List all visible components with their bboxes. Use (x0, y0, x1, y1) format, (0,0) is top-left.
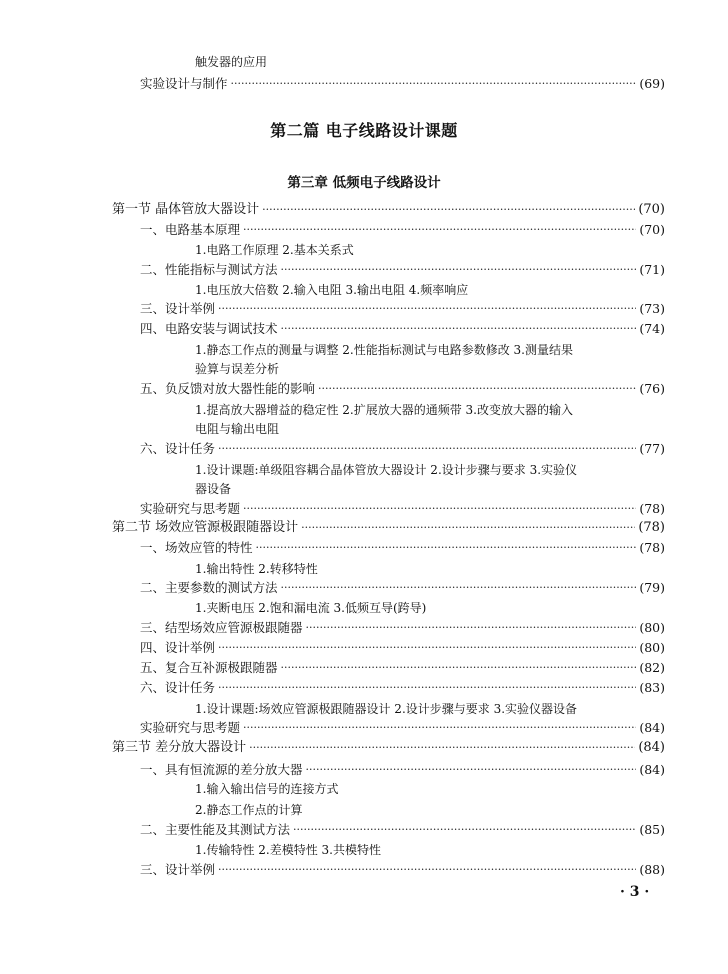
toc-subitems: 1.输入输出信号的连接方式 (195, 782, 339, 796)
page-number: · 3 · (620, 884, 650, 900)
toc-entry-title: 三、设计举例 (140, 862, 216, 877)
leader-dots (306, 760, 637, 780)
toc-entry[interactable] (140, 319, 665, 339)
leader-dots (306, 618, 637, 638)
leader-dots (243, 220, 636, 240)
toc-entry-page: (80) (639, 620, 665, 635)
leader-dots (293, 820, 636, 840)
toc-subitems: 1.静态工作点的测量与调整 2.性能指标测试与电路参数修改 3.测量结果 (195, 343, 573, 357)
toc-entry[interactable] (140, 860, 665, 880)
toc-entry-page: (74) (639, 321, 665, 336)
toc-entry-page: (88) (639, 862, 665, 877)
toc-entry-title: 第一节 晶体管放大器设计 (112, 202, 260, 217)
toc-entry-page: (78) (639, 540, 665, 555)
toc-entry[interactable] (140, 578, 665, 598)
leader-dots (218, 678, 636, 698)
toc-entry-title: 二、主要性能及其测试方法 (140, 822, 291, 837)
toc-subitems: 1.设计课题:单级阻容耦合晶体管放大器设计 2.设计步骤与要求 3.实验仪 (195, 463, 578, 477)
toc-section-3[interactable] (112, 738, 665, 758)
toc-entry-title: 一、具有恒流源的差分放大器 (140, 762, 303, 777)
toc-entry[interactable] (140, 220, 665, 240)
toc-entry-page: (84) (639, 720, 665, 735)
leader-dots (301, 518, 635, 538)
toc-entry-title: 五、负反馈对放大器性能的影响 (140, 381, 316, 396)
chapter-title: 第三章 低频电子线路设计 (287, 175, 441, 191)
toc-entry-page: (79) (639, 580, 665, 595)
toc-entry-title: 实验设计与制作 (140, 76, 228, 91)
toc-entry-title: 三、结型场效应管源极跟随器 (140, 620, 303, 635)
toc-section-2[interactable] (112, 518, 665, 538)
toc-entry[interactable] (140, 379, 665, 399)
toc-entry-exp-design[interactable] (140, 74, 665, 94)
toc-entry[interactable] (140, 760, 665, 780)
leader-dots (218, 299, 636, 319)
toc-subitems: 1.电压放大倍数 2.输入电阻 3.输出电阻 4.频率响应 (195, 283, 469, 297)
leader-dots (231, 74, 637, 94)
toc-entry-title: 一、场效应管的特性 (140, 540, 253, 555)
toc-entry[interactable] (140, 658, 665, 678)
toc-entry[interactable] (140, 618, 665, 638)
leader-dots (281, 260, 637, 280)
leader-dots (318, 379, 636, 399)
leader-dots (249, 738, 635, 758)
leader-dots (256, 538, 637, 558)
leader-dots (218, 439, 636, 459)
toc-subitems: 1.提高放大器增益的稳定性 2.扩展放大器的通频带 3.改变放大器的输入 (195, 403, 573, 417)
toc-subitems: 电阻与输出电阻 (195, 422, 280, 436)
toc-entry[interactable] (140, 638, 665, 658)
toc-subitems: 器设备 (195, 482, 232, 496)
toc-subitems: 1.设计课题:场效应管源极跟随器设计 2.设计步骤与要求 3.实验仪器设备 (195, 702, 578, 716)
toc-entry-page: (70) (638, 202, 665, 217)
toc-entry-title: 四、设计举例 (140, 640, 216, 655)
toc-entry-title: 四、电路安装与调试技术 (140, 321, 278, 336)
toc-subitems: 触发器的应用 (195, 55, 268, 69)
leader-dots (262, 200, 635, 220)
toc-entry-title: 实验研究与思考题 (140, 501, 241, 516)
toc-entry-title: 二、性能指标与测试方法 (140, 262, 278, 277)
toc-entry-page: (71) (639, 262, 665, 277)
leader-dots (281, 319, 637, 339)
leader-dots (218, 638, 636, 658)
toc-entry-title: 六、设计任务 (140, 680, 216, 695)
leader-dots (243, 718, 636, 738)
toc-subitems: 1.夹断电压 2.饱和漏电流 3.低频互导(跨导) (195, 601, 427, 615)
toc-subitems: 1.传输特性 2.差模特性 3.共模特性 (195, 843, 381, 857)
toc-entry-page: (82) (639, 660, 665, 675)
toc-entry[interactable] (140, 499, 665, 519)
toc-entry[interactable] (140, 439, 665, 459)
toc-subitems: 1.电路工作原理 2.基本关系式 (195, 243, 354, 257)
toc-entry-title: 六、设计任务 (140, 441, 216, 456)
part-title: 第二篇 电子线路设计课题 (270, 121, 458, 140)
toc-subitems: 验算与误差分析 (195, 362, 280, 376)
toc-entry[interactable] (140, 820, 665, 840)
toc-entry-page: (78) (638, 520, 665, 535)
toc-entry-page: (85) (639, 822, 665, 837)
leader-dots (281, 578, 637, 598)
toc-entry-page: (76) (639, 381, 665, 396)
toc-entry[interactable] (140, 718, 665, 738)
leader-dots (243, 499, 636, 519)
toc-entry-page: (78) (639, 501, 665, 516)
toc-entry[interactable] (140, 678, 665, 698)
toc-entry-title: 一、电路基本原理 (140, 222, 241, 237)
toc-entry-page: (77) (639, 441, 665, 456)
leader-dots (218, 860, 636, 880)
toc-entry-page: (73) (639, 301, 665, 316)
toc-entry-title: 三、设计举例 (140, 301, 216, 316)
toc-entry-title: 二、主要参数的测试方法 (140, 580, 278, 595)
toc-entry-page: (84) (638, 740, 665, 755)
toc-entry-title: 第二节 场效应管源极跟随器设计 (112, 520, 299, 535)
toc-subitems: 2.静态工作点的计算 (195, 803, 303, 817)
toc-entry-page: (84) (639, 762, 665, 777)
toc-entry-title: 实验研究与思考题 (140, 720, 241, 735)
toc-entry-title: 五、复合互补源极跟随器 (140, 660, 278, 675)
toc-entry-page: (70) (639, 222, 665, 237)
toc-entry-page: (69) (639, 76, 665, 91)
toc-entry-page: (80) (639, 640, 665, 655)
toc-entry-page: (83) (639, 680, 665, 695)
toc-subitems: 1.输出特性 2.转移特性 (195, 562, 318, 576)
toc-entry[interactable] (140, 299, 665, 319)
leader-dots (281, 658, 637, 678)
toc-entry[interactable] (140, 538, 665, 558)
toc-entry-title: 第三节 差分放大器设计 (112, 740, 247, 755)
toc-section-1[interactable] (112, 200, 665, 220)
toc-entry[interactable] (140, 260, 665, 280)
